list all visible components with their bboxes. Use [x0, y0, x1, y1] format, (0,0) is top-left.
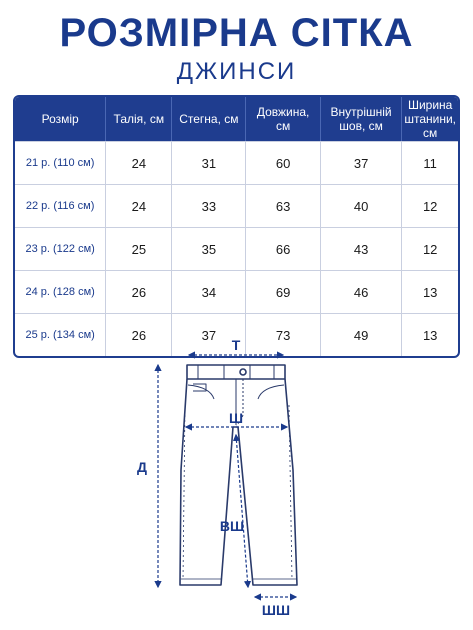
cell-inseam: 37	[321, 141, 403, 184]
cell-inseam: 49	[321, 313, 403, 356]
cell-size: 25 р. (134 см)	[15, 313, 106, 356]
cell-waist: 24	[106, 141, 172, 184]
cell-length: 73	[246, 313, 320, 356]
jeans-outline-icon	[180, 365, 297, 585]
cell-length: 69	[246, 270, 320, 313]
cell-inseam: 40	[321, 184, 403, 227]
cell-hips: 37	[172, 313, 246, 356]
header-size: Розмір	[15, 97, 106, 141]
cell-leg-width: 13	[402, 270, 458, 313]
header-inseam: Внутрішній шов, см	[321, 97, 403, 141]
cell-hips: 33	[172, 184, 246, 227]
cell-leg-width: 12	[402, 227, 458, 270]
cell-inseam: 43	[321, 227, 403, 270]
cell-hips: 31	[172, 141, 246, 184]
page-title: РОЗМІРНА СІТКА	[59, 11, 414, 55]
label-waist: Т	[231, 337, 241, 353]
label-length: Д	[137, 459, 147, 475]
cell-waist: 24	[106, 184, 172, 227]
cell-length: 63	[246, 184, 320, 227]
cell-waist: 26	[106, 270, 172, 313]
cell-leg-width: 11	[402, 141, 458, 184]
header-waist: Талія, см	[106, 97, 172, 141]
cell-size: 21 р. (110 см)	[15, 141, 106, 184]
table-row	[15, 270, 458, 313]
table-row	[15, 184, 458, 227]
table-row	[15, 141, 458, 184]
cell-hips: 34	[172, 270, 246, 313]
label-leg-width: ШШ	[261, 602, 291, 618]
cell-leg-width: 13	[402, 313, 458, 356]
header-leg-width: Ширина штанини, см	[404, 98, 456, 140]
cell-size: 22 р. (116 см)	[15, 184, 106, 227]
jeans-diagram	[0, 335, 473, 630]
cell-waist: 25	[106, 227, 172, 270]
table-row	[15, 227, 458, 270]
cell-hips: 35	[172, 227, 246, 270]
cell-waist: 26	[106, 313, 172, 356]
cell-size: 24 р. (128 см)	[15, 270, 106, 313]
cell-size: 23 р. (122 см)	[15, 227, 106, 270]
label-hips: Ш	[228, 410, 244, 426]
page-subtitle: ДЖИНСИ	[176, 58, 297, 85]
header-hips: Стегна, см	[172, 97, 246, 141]
cell-leg-width: 12	[402, 184, 458, 227]
cell-length: 66	[246, 227, 320, 270]
header-length: Довжина, см	[246, 97, 320, 141]
size-table	[13, 95, 460, 358]
label-inseam: ВШ	[219, 518, 245, 534]
cell-length: 60	[246, 141, 320, 184]
cell-inseam: 46	[321, 270, 403, 313]
table-header-row	[15, 97, 458, 141]
